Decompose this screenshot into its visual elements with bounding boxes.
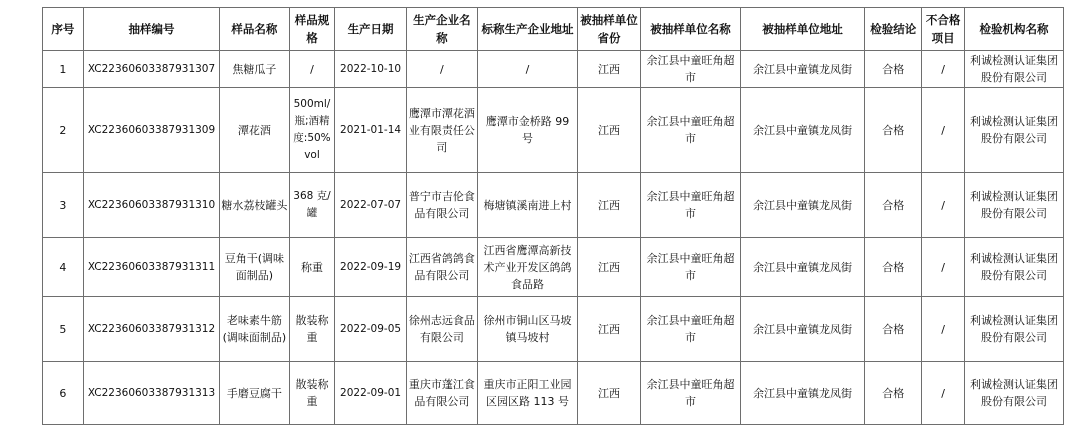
- cell-sampled-unit-address: 余江县中童镇龙凤街: [740, 297, 864, 362]
- cell-seq: 5: [43, 297, 84, 362]
- cell-sampled-province: 江西: [577, 173, 640, 238]
- header-sample-spec: 样品规格: [289, 8, 335, 51]
- cell-failed-items: /: [922, 297, 965, 362]
- header-sampled-unit-name: 被抽样单位名称: [641, 8, 741, 51]
- cell-manufacturer-address: /: [478, 51, 578, 88]
- cell-seq: 1: [43, 51, 84, 88]
- table-row: [43, 88, 1064, 173]
- cell-sample-name: 老味素牛筋(调味面制品): [220, 297, 289, 362]
- cell-inspection-agency: 利诚检测认证集团股份有限公司: [965, 173, 1064, 238]
- cell-sampled-province: 江西: [577, 51, 640, 88]
- cell-failed-items: /: [922, 173, 965, 238]
- cell-seq: 4: [43, 238, 84, 297]
- cell-sampled-unit-address: 余江县中童镇龙凤街: [740, 51, 864, 88]
- cell-failed-items: /: [922, 51, 965, 88]
- cell-sampled-unit-address: 余江县中童镇龙凤街: [740, 362, 864, 425]
- cell-seq: 6: [43, 362, 84, 425]
- cell-sample-code: XC22360603387931309: [83, 88, 220, 173]
- inspection-results-table-wrapper: [42, 7, 1064, 425]
- cell-sample-spec: 散装称重: [289, 297, 335, 362]
- header-production-date: 生产日期: [335, 8, 406, 51]
- cell-sample-name: 焦糖瓜子: [220, 51, 289, 88]
- inspection-results-table: [42, 7, 1064, 425]
- header-conclusion: 检验结论: [865, 8, 922, 51]
- header-sample-code: 抽样编号: [83, 8, 220, 51]
- cell-conclusion: 合格: [865, 297, 922, 362]
- header-sampled-unit-address: 被抽样单位地址: [740, 8, 864, 51]
- cell-production-date: 2022-09-19: [335, 238, 406, 297]
- cell-inspection-agency: 利诚检测认证集团股份有限公司: [965, 297, 1064, 362]
- cell-sample-name: 手磨豆腐干: [220, 362, 289, 425]
- cell-sampled-unit-name: 余江县中童旺角超市: [641, 173, 741, 238]
- table-row: [43, 51, 1064, 88]
- header-manufacturer: 生产企业名称: [406, 8, 477, 51]
- cell-sampled-unit-name: 余江县中童旺角超市: [641, 88, 741, 173]
- header-seq: 序号: [43, 8, 84, 51]
- header-inspection-agency: 检验机构名称: [965, 8, 1064, 51]
- cell-sample-code: XC22360603387931312: [83, 297, 220, 362]
- cell-seq: 3: [43, 173, 84, 238]
- cell-manufacturer: 普宁市吉伦食品有限公司: [406, 173, 477, 238]
- cell-sampled-unit-address: 余江县中童镇龙凤街: [740, 238, 864, 297]
- cell-sampled-province: 江西: [577, 88, 640, 173]
- cell-sample-code: XC22360603387931310: [83, 173, 220, 238]
- header-sample-name: 样品名称: [220, 8, 289, 51]
- table-row: [43, 173, 1064, 238]
- cell-sample-spec: /: [289, 51, 335, 88]
- cell-production-date: 2021-01-14: [335, 88, 406, 173]
- cell-manufacturer-address: 梅塘镇溪南进上村: [478, 173, 578, 238]
- cell-sample-spec: 散装称重: [289, 362, 335, 425]
- cell-seq: 2: [43, 88, 84, 173]
- cell-manufacturer: 重庆市蓬江食品有限公司: [406, 362, 477, 425]
- cell-sampled-unit-name: 余江县中童旺角超市: [641, 362, 741, 425]
- cell-failed-items: /: [922, 362, 965, 425]
- cell-sample-name: 潭花酒: [220, 88, 289, 173]
- header-row: [43, 8, 1064, 51]
- cell-inspection-agency: 利诚检测认证集团股份有限公司: [965, 51, 1064, 88]
- cell-conclusion: 合格: [865, 88, 922, 173]
- cell-manufacturer: /: [406, 51, 477, 88]
- header-manufacturer-address: 标称生产企业地址: [478, 8, 578, 51]
- cell-manufacturer: 徐州志远食品有限公司: [406, 297, 477, 362]
- cell-sample-name: 糖水荔枝罐头: [220, 173, 289, 238]
- cell-production-date: 2022-10-10: [335, 51, 406, 88]
- cell-manufacturer-address: 鹰潭市金桥路 99 号: [478, 88, 578, 173]
- cell-failed-items: /: [922, 238, 965, 297]
- cell-sampled-unit-address: 余江县中童镇龙凤街: [740, 173, 864, 238]
- header-failed-items: 不合格项目: [922, 8, 965, 51]
- cell-production-date: 2022-09-01: [335, 362, 406, 425]
- cell-sample-code: XC22360603387931307: [83, 51, 220, 88]
- cell-sample-code: XC22360603387931311: [83, 238, 220, 297]
- cell-inspection-agency: 利诚检测认证集团股份有限公司: [965, 88, 1064, 173]
- table-row: [43, 297, 1064, 362]
- cell-production-date: 2022-07-07: [335, 173, 406, 238]
- cell-sample-name: 豆角干(调味面制品): [220, 238, 289, 297]
- cell-sampled-province: 江西: [577, 238, 640, 297]
- cell-inspection-agency: 利诚检测认证集团股份有限公司: [965, 362, 1064, 425]
- cell-sample-code: XC22360603387931313: [83, 362, 220, 425]
- cell-sampled-unit-name: 余江县中童旺角超市: [641, 297, 741, 362]
- cell-failed-items: /: [922, 88, 965, 173]
- table-row: [43, 238, 1064, 297]
- cell-manufacturer-address: 重庆市正阳工业园区园区路 113 号: [478, 362, 578, 425]
- cell-sampled-unit-name: 余江县中童旺角超市: [641, 238, 741, 297]
- table-row: [43, 362, 1064, 425]
- cell-inspection-agency: 利诚检测认证集团股份有限公司: [965, 238, 1064, 297]
- cell-sample-spec: 500ml/瓶;酒精度:50%vol: [289, 88, 335, 173]
- cell-manufacturer: 江西省鸽鸽食品有限公司: [406, 238, 477, 297]
- cell-sampled-unit-address: 余江县中童镇龙凤街: [740, 88, 864, 173]
- cell-sample-spec: 称重: [289, 238, 335, 297]
- cell-production-date: 2022-09-05: [335, 297, 406, 362]
- cell-conclusion: 合格: [865, 173, 922, 238]
- cell-sampled-province: 江西: [577, 297, 640, 362]
- cell-conclusion: 合格: [865, 51, 922, 88]
- cell-sampled-province: 江西: [577, 362, 640, 425]
- cell-manufacturer: 鹰潭市潭花酒业有限责任公司: [406, 88, 477, 173]
- header-sampled-province: 被抽样单位省份: [577, 8, 640, 51]
- cell-sample-spec: 368 克/罐: [289, 173, 335, 238]
- cell-conclusion: 合格: [865, 238, 922, 297]
- cell-sampled-unit-name: 余江县中童旺角超市: [641, 51, 741, 88]
- cell-manufacturer-address: 徐州市铜山区马坡镇马坡村: [478, 297, 578, 362]
- cell-manufacturer-address: 江西省鹰潭高新技术产业开发区鸽鸽食品路: [478, 238, 578, 297]
- cell-conclusion: 合格: [865, 362, 922, 425]
